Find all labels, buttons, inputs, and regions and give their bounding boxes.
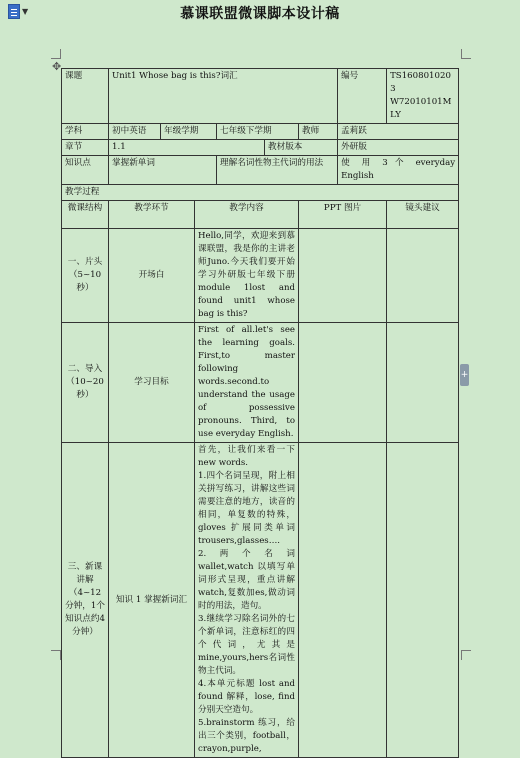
content-line: 首先，让我们来看一下 new words. [198, 445, 295, 468]
content-line: 3.继续学习除名词外的七个新单词，注意标红的四个代词，尤其是 mine,yours,hers名词性物主代词。 [198, 614, 295, 676]
column-header: 教学环节 [109, 201, 195, 229]
column-header: 镜头建议 [387, 201, 459, 229]
code-label: 编号 [338, 69, 387, 124]
edition-value[interactable]: 外研版 [338, 140, 459, 156]
ppt-cell[interactable] [299, 443, 387, 758]
edition-label: 教材版本 [265, 140, 338, 156]
column-header: PPT 图片 [299, 201, 387, 229]
table-move-handle-icon[interactable]: ✥ [52, 60, 62, 73]
content-line: 4.本单元标题 lost and found 解释，lose, find 分别天空造句。 [198, 679, 295, 715]
structure-cell: 二、导入（10~20秒） [62, 323, 109, 443]
code-value[interactable]: TS1608010203 W72010101MLY [387, 69, 459, 124]
ppt-cell[interactable] [299, 229, 387, 323]
process-label: 教学过程 [62, 185, 459, 201]
subject-label: 学科 [62, 124, 109, 140]
table-header-row [62, 201, 459, 229]
table-add-column-button[interactable]: + [460, 364, 469, 386]
content-cell[interactable]: Hello,同学，欢迎来到慕课联盟，我是你的主讲老师Juno.今天我们要开始学习外研版七年级下册 module 1lost and found unit1 whose bag is this? [195, 229, 299, 323]
crop-mark-icon [461, 650, 471, 660]
ppt-cell[interactable] [299, 323, 387, 443]
table-row [62, 124, 459, 140]
knowledge-point-value[interactable]: 掌握新单词 [109, 156, 217, 185]
column-header: 微课结构 [62, 201, 109, 229]
knowledge-point-use[interactable]: 使 用 3 个 everyday English [338, 156, 459, 185]
chapter-label: 章节 [62, 140, 109, 156]
structure-cell: 一、片头（5~10秒） [62, 229, 109, 323]
page-title: 慕课联盟微课脚本设计稿 [180, 6, 340, 22]
table-row [62, 140, 459, 156]
table-row [62, 156, 459, 185]
topic-label: 课题 [62, 69, 109, 124]
teacher-value[interactable]: 孟莉跃 [338, 124, 459, 140]
chapter-value[interactable]: 1.1 [109, 140, 265, 156]
camera-cell[interactable] [387, 443, 459, 758]
table-row [62, 185, 459, 201]
dropdown-arrow-icon: ▼ [22, 6, 29, 16]
content-line: 1.四个名词呈现，附上相关拼写练习，讲解这些词需要注意的地方，读音的相同，单复数的特殊，gloves 扩展同类单词 trousers,glasses…. [198, 471, 295, 546]
table-row [62, 443, 459, 758]
lesson-design-table [61, 68, 459, 758]
step-cell: 学习目标 [109, 323, 195, 443]
structure-cell: 三、新课讲解（4~12分钟，1个知识点约4分钟） [62, 443, 109, 758]
crop-mark-icon [461, 49, 471, 59]
camera-cell[interactable] [387, 229, 459, 323]
crop-mark-icon [51, 49, 61, 59]
knowledge-point-label: 知识点 [62, 156, 109, 185]
content-cell[interactable]: First of all.let's see the learning goals. First,to master following words.second.to understand the usage of possessive pronouns. Third, to use everyday English. [195, 323, 299, 443]
topic-value[interactable]: Unit1 Whose bag is this?词汇 [109, 69, 338, 124]
content-line: 2.两个名词 wallet,watch 以填写单词形式呈现，重点讲解watch,复数加es,做动词时的用法，造句。 [198, 549, 295, 611]
content-cell[interactable] [195, 443, 299, 758]
teacher-label: 教师 [299, 124, 338, 140]
table-row [62, 323, 459, 443]
subject-value[interactable]: 初中英语 [109, 124, 161, 140]
camera-cell[interactable] [387, 323, 459, 443]
knowledge-point-understand[interactable]: 理解名词性物主代词的用法 [217, 156, 338, 185]
step-cell: 开场白 [109, 229, 195, 323]
column-header: 教学内容 [195, 201, 299, 229]
crop-mark-icon [51, 650, 61, 660]
table-row [62, 69, 459, 124]
step-cell: 知识 1 掌握新词汇 [109, 443, 195, 758]
grade-label: 年级学期 [161, 124, 217, 140]
table-row [62, 229, 459, 323]
grade-value[interactable]: 七年级下学期 [217, 124, 299, 140]
content-line: 5.brainstorm 练习，给出三个类别，football，crayon,purple, [198, 718, 295, 754]
